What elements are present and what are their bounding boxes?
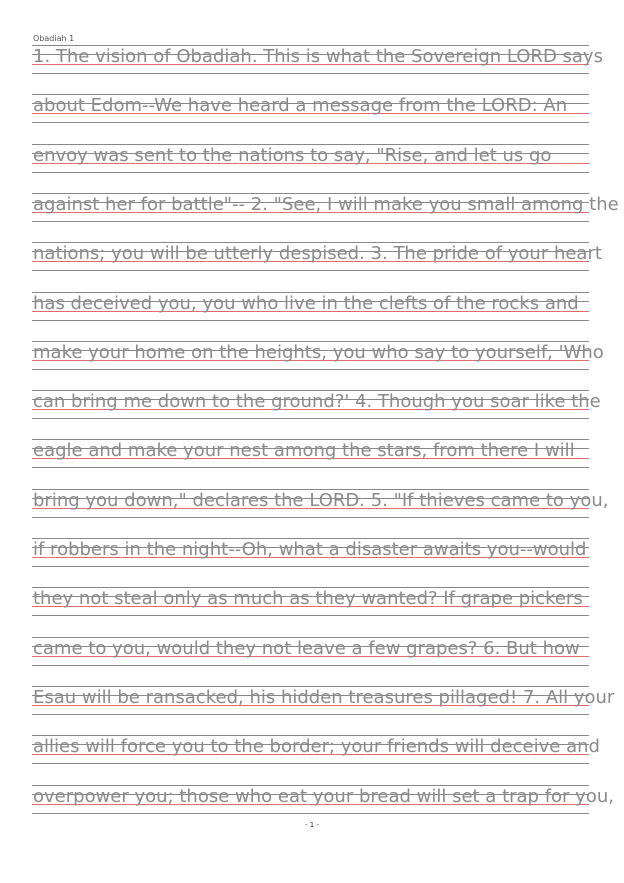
tracing-text: can bring me down to the ground?' 4. Though you soar like the bbox=[33, 391, 601, 412]
practice-row bbox=[32, 538, 589, 578]
tracing-text: nations; you will be utterly despised. 3. The pride of your heart bbox=[33, 243, 602, 264]
practice-row bbox=[32, 637, 589, 677]
practice-row bbox=[32, 489, 609, 529]
ruling-line bbox=[32, 369, 589, 370]
ruling-line bbox=[32, 172, 589, 173]
practice-row bbox=[32, 390, 601, 430]
tracing-text: eagle and make your nest among the stars, from there I will bbox=[33, 440, 575, 461]
practice-row bbox=[32, 144, 589, 184]
practice-row bbox=[32, 686, 615, 726]
tracing-text: make your home on the heights, you who say to yourself, 'Who bbox=[33, 342, 604, 363]
ruling-line bbox=[32, 73, 589, 74]
practice-row bbox=[32, 587, 589, 627]
tracing-text: bring you down," declares the LORD. 5. "If thieves came to you, bbox=[33, 490, 609, 511]
tracing-text: about Edom--We have heard a message from the LORD: An bbox=[33, 95, 568, 116]
page-number: - 1 - bbox=[305, 821, 319, 829]
practice-row bbox=[32, 94, 589, 134]
page-header: Obadiah 1 bbox=[33, 34, 75, 43]
tracing-text: came to you, would they not leave a few grapes? 6. But how bbox=[33, 638, 580, 659]
ruling-line bbox=[32, 467, 589, 468]
ruling-line bbox=[32, 615, 589, 616]
tracing-text: if robbers in the night--Oh, what a disaster awaits you--would bbox=[33, 539, 587, 560]
practice-row bbox=[32, 45, 603, 85]
tracing-text: allies will force you to the border; your friends will deceive and bbox=[33, 736, 600, 757]
practice-row bbox=[32, 785, 614, 825]
practice-row bbox=[32, 341, 604, 381]
practice-row bbox=[32, 193, 619, 233]
tracing-text: envoy was sent to the nations to say, "Rise, and let us go bbox=[33, 145, 552, 166]
tracing-text: overpower you; those who eat your bread will set a trap for you, bbox=[33, 786, 614, 807]
ruling-line bbox=[32, 517, 589, 518]
ruling-line bbox=[32, 221, 589, 222]
tracing-text: against her for battle"-- 2. "See, I will make you small among the bbox=[33, 194, 619, 215]
ruling-line bbox=[32, 418, 589, 419]
practice-row bbox=[32, 292, 589, 332]
ruling-line bbox=[32, 665, 589, 666]
tracing-text: they not steal only as much as they wanted? If grape pickers bbox=[33, 588, 583, 609]
practice-row bbox=[32, 735, 600, 775]
tracing-text: has deceived you, you who live in the clefts of the rocks and bbox=[33, 293, 579, 314]
ruling-line bbox=[32, 714, 589, 715]
ruling-line bbox=[32, 763, 589, 764]
tracing-text: 1. The vision of Obadiah. This is what the Sovereign LORD says bbox=[33, 46, 603, 67]
ruling-line bbox=[32, 122, 589, 123]
tracing-text: Esau will be ransacked, his hidden treasures pillaged! 7. All your bbox=[33, 687, 615, 708]
ruling-line bbox=[32, 566, 589, 567]
ruling-line bbox=[32, 813, 589, 814]
ruling-line bbox=[32, 320, 589, 321]
practice-row bbox=[32, 439, 589, 479]
practice-row bbox=[32, 242, 602, 282]
ruling-line bbox=[32, 270, 589, 271]
